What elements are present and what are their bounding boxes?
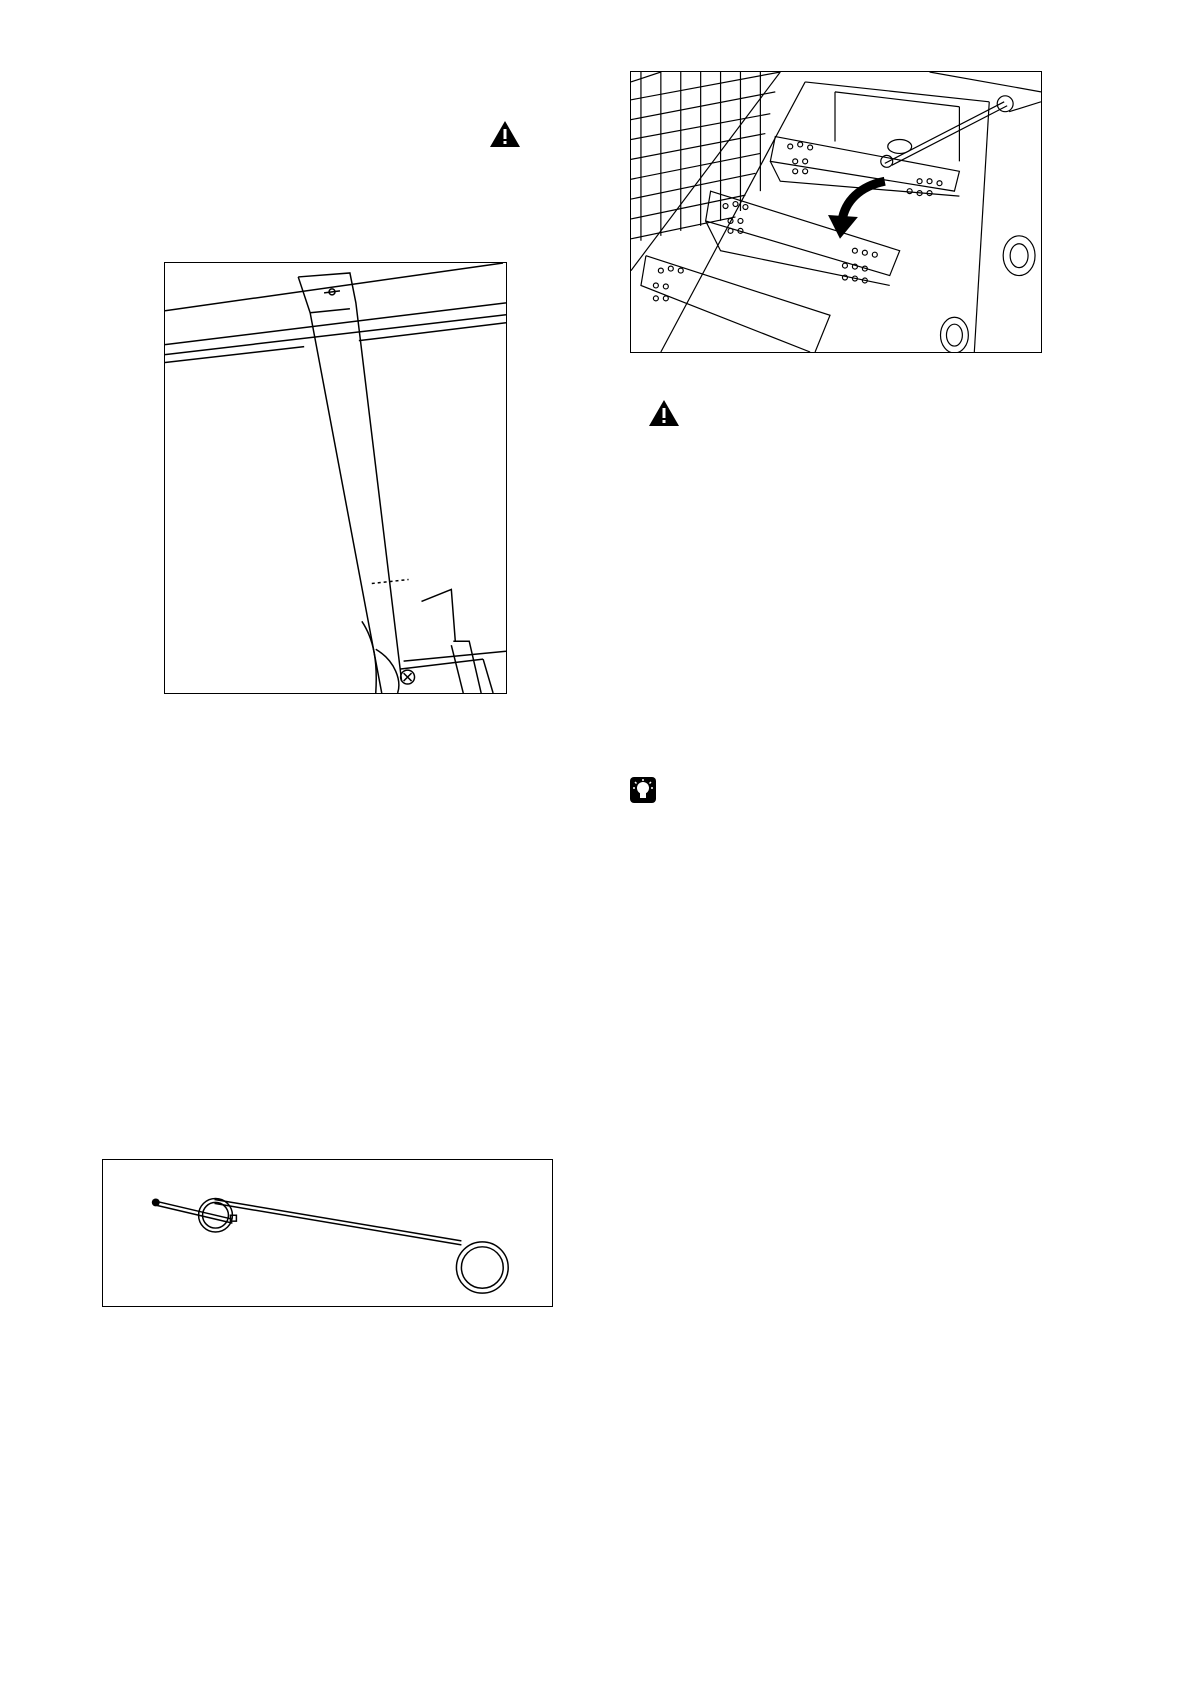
warning-triangle-icon [648,399,680,427]
heat-shield-removal-illustration [630,71,1042,353]
light-bulb-tip-icon [630,777,656,803]
burner-tube-illustration [164,262,507,694]
warning-triangle-icon [489,120,521,148]
cleaning-wire-tool-illustration [102,1159,553,1307]
